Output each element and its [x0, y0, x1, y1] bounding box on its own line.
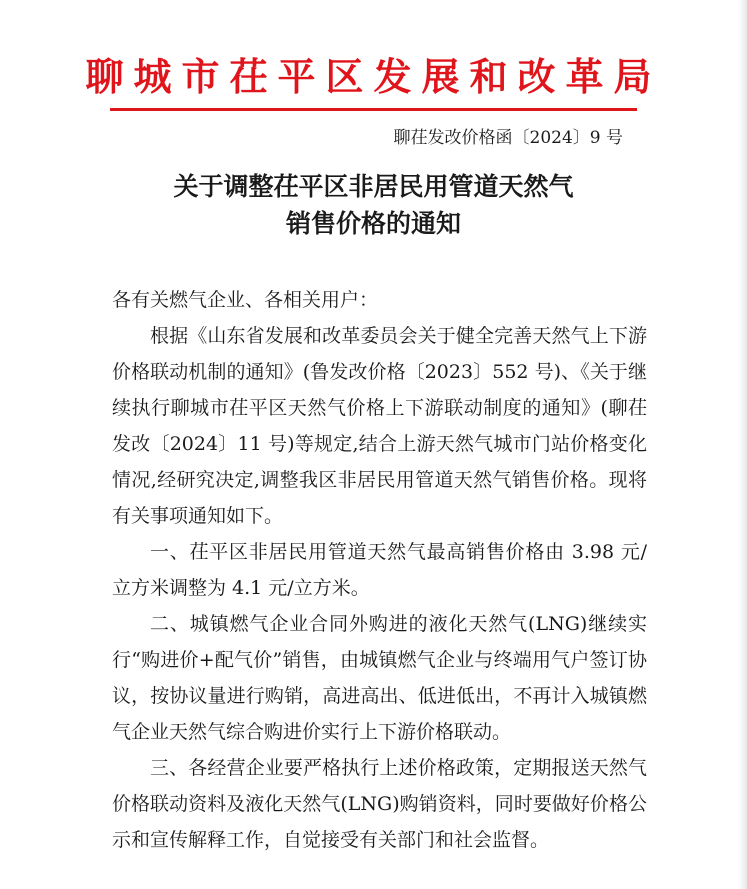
agency-header: 聊城市茌平区发展和改革局 — [85, 54, 662, 99]
document-body — [112, 282, 647, 858]
salutation: 各有关燃气企业、各相关用户： — [112, 289, 379, 311]
page-edge-shadow — [739, 0, 747, 889]
paragraph-item-1: 一、茌平区非居民用管道天然气最高销售价格由 3.98 元/立方米调整为 4.1 元/立方米。 — [112, 541, 647, 599]
paragraph-basis: 根据《山东省发展和改革委员会关于健全完善天然气上下游价格联动机制的通知》(鲁发改价格〔2023〕552 号)、《关于继续执行聊城市茌平区天然气价格上下游联动制度的通知》(聊茌发改〔2024〕11 号)等规定,结合上游天然气城市门站价格变化情况,经研究决定,调整我区非居民用管道天然气销售价格。现将有关事项通知如下。 — [112, 325, 647, 527]
document-number: 聊茌发改价格函〔2024〕9 号 — [393, 128, 623, 148]
paragraph-item-2: 二、城镇燃气企业合同外购进的液化天然气(LNG)继续实行“购进价+配气价”销售，由城镇燃气企业与终端用气户签订协议，按协议量进行购销，高进高出、低进低出，不再计入城镇燃气企业天然气综合购进价实行上下游价格联动。 — [112, 613, 647, 743]
paragraph-item-3: 三、各经营企业要严格执行上述价格政策，定期报送天然气价格联动资料及液化天然气(LNG)购销资料，同时要做好价格公示和宣传解释工作，自觉接受有关部门和社会监督。 — [112, 757, 647, 851]
title-line-1: 关于调整茌平区非居民用管道天然气 — [173, 172, 574, 201]
document-title — [0, 168, 747, 242]
title-line-2: 销售价格的通知 — [285, 209, 461, 238]
red-divider-line — [110, 108, 637, 111]
